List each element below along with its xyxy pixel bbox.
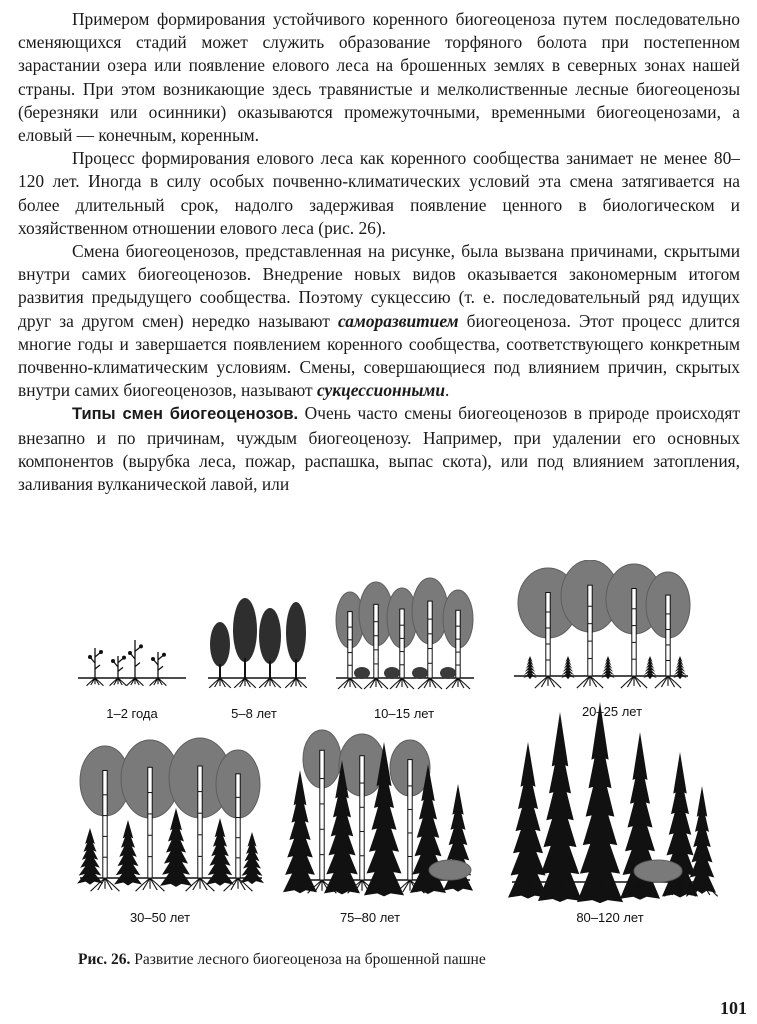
root-system bbox=[150, 678, 167, 686]
root-system bbox=[285, 678, 307, 688]
text-run: Примером формирования устойчивого коренного биогеоценоза путем последовательно сменяющихся стадий может служить образование торфяного болота при постепенном зарастании озера или появление елового леса на брошенных землях в северных зонах нашей страны. При этом возникающие здесь травянистые и мелколиственные лесные биогеоценозы (березняки или осинники) оказываются промежуточными, временными биогеоценозами, а еловый — конечным, коренным. bbox=[18, 9, 740, 146]
birch-trunk bbox=[408, 760, 412, 880]
seedling-leaf bbox=[151, 657, 155, 661]
text-run: Очень часто смены биогеоценозов в природе происходят внезапно и по причинам, чуждым биогеоценозу. Например, при удалении его основных компонентов (вырубка леса, пожар, распашка, выпас скота), или под влиянием затопления, заливания вулканической лавой, или bbox=[18, 403, 740, 495]
seedling-leaf bbox=[162, 653, 166, 657]
shrub bbox=[354, 667, 370, 679]
birch-trunk bbox=[103, 771, 107, 879]
text-run: биогеоценоза. Этот процесс длится многие годы и завершается появлением коренного сообщества, соответствующего конкретным почвенно-климатическим условиям. Смены, совершающиеся под влиянием причин, скрытых внутри самих биогеоценозов, называют bbox=[18, 310, 740, 401]
root-system bbox=[234, 678, 256, 688]
text-run: Смена биогеоценозов, представленная на рисунке, была вызвана причинами, скрытыми внутри самих биогеоценозов. Внедрение новых видов оказывается закономерным итогом развития предыдущего сообщества. Поэтому сукцессию (т. е. последовательный ряд идущих друг за другом смен) нередко называют bbox=[18, 241, 740, 331]
birch-trunk bbox=[374, 604, 378, 678]
spruce-tree bbox=[283, 770, 317, 893]
root-system bbox=[338, 678, 362, 689]
birch-trunk bbox=[198, 766, 202, 878]
emphasized-term: сукцессионными bbox=[316, 380, 445, 401]
forest-succession-figure bbox=[0, 560, 757, 960]
seedling-leaf bbox=[88, 655, 92, 659]
paragraph-4 bbox=[18, 402, 740, 496]
spruce-tree bbox=[508, 742, 548, 899]
birch-trunk bbox=[236, 774, 240, 878]
root-system bbox=[446, 678, 470, 689]
shrub bbox=[412, 667, 428, 679]
young-tree-crown bbox=[286, 602, 306, 663]
seedling bbox=[113, 656, 124, 678]
seedling-leaf bbox=[111, 659, 115, 663]
emphasized-term: саморазвитием bbox=[337, 310, 459, 331]
shrub bbox=[440, 667, 456, 679]
seedling-leaf bbox=[122, 656, 126, 660]
paragraph-1 bbox=[18, 8, 740, 147]
text-run: Процесс формирования елового леса как коренного сообщества занимает не менее 80–120 лет. Иногда в силу особых почвенно-климатических условий эта смена затягивается на более длительный срок, надолго задерживая появление ценного в биологическом и хозяйственном отношении елового леса (рис. 26). bbox=[18, 148, 740, 238]
spruce-tree bbox=[688, 786, 716, 894]
young-tree-crown bbox=[210, 622, 230, 667]
root-system bbox=[655, 676, 681, 688]
root-system bbox=[110, 678, 127, 686]
birch-trunk bbox=[632, 589, 636, 677]
root-system bbox=[209, 678, 231, 688]
body-text bbox=[18, 8, 740, 496]
stage-label-3: 10–15 лет bbox=[373, 706, 435, 721]
seedling-leaf bbox=[139, 644, 143, 648]
root-system bbox=[390, 678, 414, 689]
root-system bbox=[577, 676, 603, 688]
stage-label-1: 1–2 года bbox=[106, 706, 158, 721]
spruce-tree bbox=[577, 702, 623, 903]
stage-label-2: 5–8 лет bbox=[231, 706, 277, 721]
birch-trunk bbox=[148, 767, 152, 878]
root-system bbox=[535, 676, 561, 688]
root-system bbox=[364, 678, 388, 689]
figure-caption bbox=[78, 951, 486, 969]
paragraph-3 bbox=[18, 240, 740, 402]
shrub bbox=[384, 667, 400, 679]
paragraph-2 bbox=[18, 147, 740, 240]
fallen-crown bbox=[634, 860, 682, 882]
birch-trunk bbox=[348, 612, 352, 678]
birch-trunk bbox=[360, 756, 364, 880]
stage-label-4: 20–25 лет bbox=[581, 704, 643, 719]
page-number: 101 bbox=[720, 998, 747, 1018]
caption-text: Развитие лесного биогеоценоза на брошенной пашне bbox=[134, 951, 486, 968]
root-system bbox=[136, 878, 165, 891]
root-system bbox=[87, 678, 104, 686]
root-system bbox=[259, 678, 281, 688]
stage-label-5: 30–50 лет bbox=[129, 910, 191, 925]
fallen-crown bbox=[429, 860, 471, 880]
root-system bbox=[418, 678, 442, 689]
birch-trunk bbox=[456, 610, 460, 678]
section-heading: Типы смен биогеоценозов. bbox=[72, 405, 299, 424]
stage-label-7: 80–120 лет bbox=[576, 910, 644, 925]
young-tree-crown bbox=[233, 598, 257, 662]
stage-label-6: 75–80 лет bbox=[339, 910, 401, 925]
birch-trunk bbox=[588, 585, 592, 676]
seedling-leaf bbox=[128, 651, 132, 655]
young-tree-crown bbox=[259, 608, 281, 664]
seedling-leaf bbox=[99, 650, 103, 654]
text-run: . bbox=[445, 380, 450, 401]
caption-label: Рис. 26. bbox=[78, 951, 131, 968]
birch-trunk bbox=[320, 750, 324, 880]
birch-trunk bbox=[400, 609, 404, 678]
birch-trunk bbox=[666, 595, 670, 676]
root-system bbox=[127, 678, 144, 686]
birch-trunk bbox=[546, 593, 550, 677]
birch-trunk bbox=[428, 601, 432, 678]
root-system bbox=[621, 676, 647, 688]
